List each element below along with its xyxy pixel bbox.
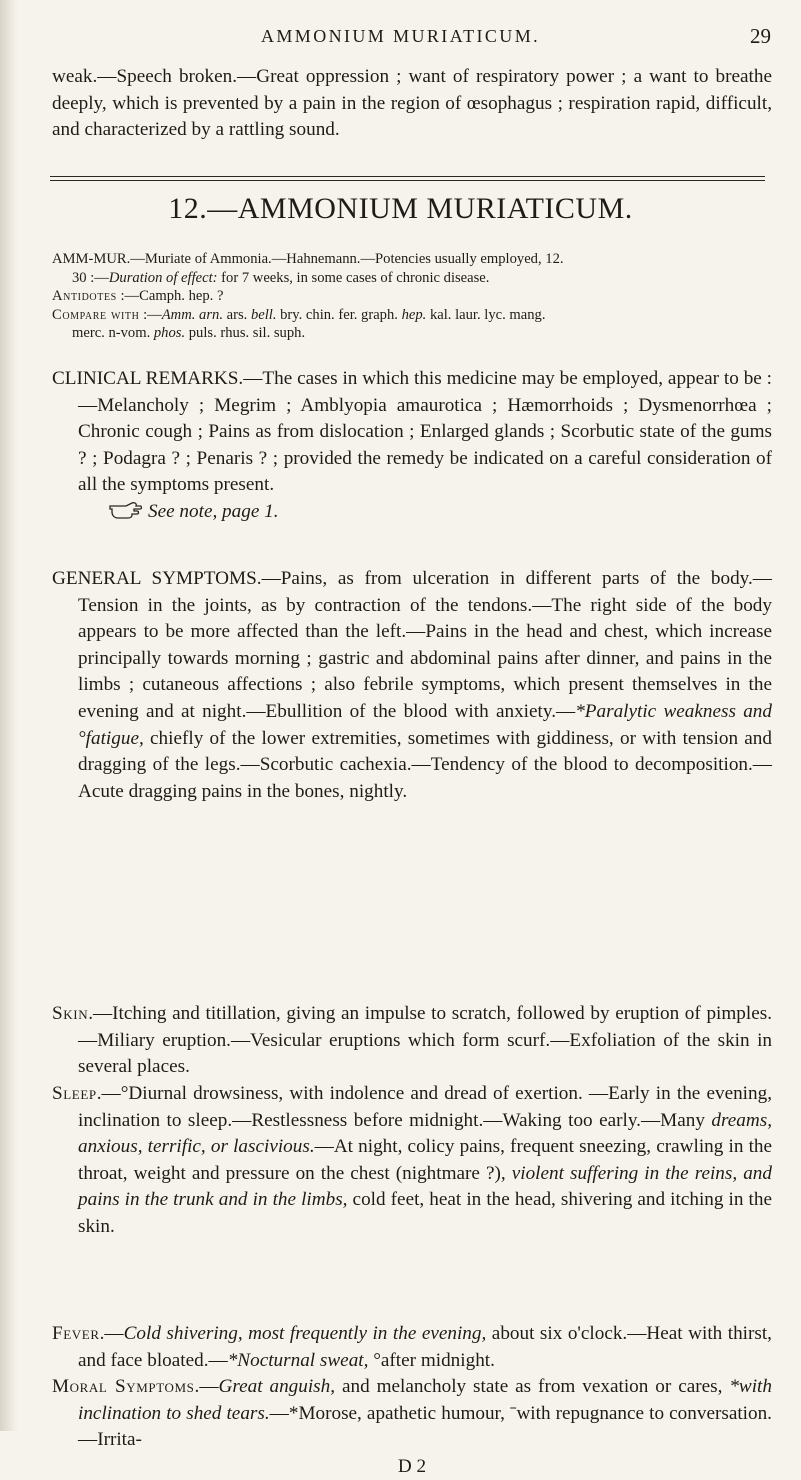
intro-paragraph	[52, 64, 772, 144]
info-line-compare: Compare with :—Amm. arn. ars. bell. bry. chin. fer. graph. hep. kal. laur. lyc. mang.	[52, 306, 546, 323]
moral-label: Moral Symptoms	[52, 1376, 195, 1397]
double-rule-top	[50, 176, 765, 177]
page-number: 29	[750, 24, 771, 48]
remedy-info-block	[52, 250, 772, 343]
running-title: AMMONIUM MURIATICUM.	[260, 26, 540, 46]
general-symptoms: GENERAL SYMPTOMS.—Pains, as from ulceration in different parts of the body.—Tension in the joints, as by contraction of the tendons.—The right side of the body appears to be more affected than the left.—Pains in the head and chest, which increase principally towards morning ; gastric and abdominal pains after dinner, and pains in the limbs ; cutaneous affections ; also febrile symptoms, which present themselves in the evening and at night.—Ebullition of the blood with anxiety.—*Paralytic weakness and °fatigue, chiefly of the lower extremities, sometimes with giddiness, or with tension and dragging of the legs.—Scorbutic cachexia.—Tendency of the blood to decomposition.—Acute dragging pains in the bones, nightly.	[52, 568, 772, 802]
fever-section: Fever.—Cold shivering, most frequently in the evening, about six o'clock.—Heat with thirst, and face bloated.—*Nocturnal sweat, °after midnight.	[52, 1323, 772, 1371]
sleep-label: Sleep	[52, 1083, 97, 1104]
info-line-antidotes: Antidotes :—Camph. hep. ?	[52, 288, 224, 305]
clinical-text: —The cases in which this medicine may be employed, appear to be :—Melancholy ; Megrim ; Amblyopia amaurotica ; Hæmorrhoids ; Dysmenorrhœa ; Chronic cough ; Pains as from dislocation ; Enlarged glands ; Scorbutic state of the gums ? ; Podagra ? ; Penaris ? ; provided the remedy be indicated on a careful consideration of all the symptoms present.	[78, 368, 772, 496]
see-note-line	[52, 499, 772, 526]
moral-symptoms-section: Moral Symptoms.—Great anguish, and melancholy state as from vexation or cares, *with inclination to shed tears.—*Morose, apathetic humour, ˉwith repugnance to conversation.—Irrita- D 2	[52, 1374, 772, 1480]
clinical-heading: CLINICAL REMARKS.	[52, 368, 244, 389]
general-heading: GENERAL SYMPTOMS.	[52, 568, 262, 589]
intro-text: weak.—Speech broken.—Great oppression ; want of respiratory power ; a want to breathe deeply, which is prevented by a pain in the region of œsophagus ; respiration rapid, difficult, and characterized by a rattling sound.	[52, 66, 772, 141]
pointing-hand-icon	[108, 500, 142, 520]
section-title: 12.—AMMONIUM MURIATICUM.	[168, 192, 633, 225]
antidotes-label: Antidotes	[52, 288, 117, 305]
compare-label: Compare with	[52, 306, 140, 323]
double-rule-bottom	[50, 180, 765, 181]
skin-label: Skin	[52, 1003, 89, 1024]
info-line-name: AMM-MUR.—Muriate of Ammonia.—Hahnemann.—Potencies usually employed, 12.	[52, 251, 564, 267]
signature-mark: D 2	[397, 1455, 427, 1477]
skin-section: Skin.—Itching and titillation, giving an impulse to scratch, followed by eruption of pimples.—Miliary eruption.—Vesicular eruptions which form scurf.—Exfoliation of the skin in several places.	[52, 1003, 772, 1078]
running-head	[0, 22, 801, 52]
clinical-remarks	[52, 366, 772, 526]
see-note-text: See note, page 1.	[148, 500, 279, 522]
sleep-section: Sleep.—°Diurnal drowsiness, with indolence and dread of exertion. —Early in the evening, inclination to sleep.—Restlessness before midnight.—Waking too early.—Many dreams, anxious, terrific, or lascivious.—At night, colicy pains, frequent sneezing, crawling in the throat, weight and pressure on the chest (nightmare ?), violent suffering in the reins, and pains in the trunk and in the limbs, cold feet, heat in the head, shivering and itching in the skin.	[52, 1083, 773, 1237]
info-line-duration: 30 :—Duration of effect: for 7 weeks, in some cases of chronic disease.	[72, 269, 490, 286]
info-line-compare-cont: merc. n-vom. phos. puls. rhus. sil. suph.	[72, 325, 306, 342]
fever-label: Fever	[52, 1323, 100, 1344]
